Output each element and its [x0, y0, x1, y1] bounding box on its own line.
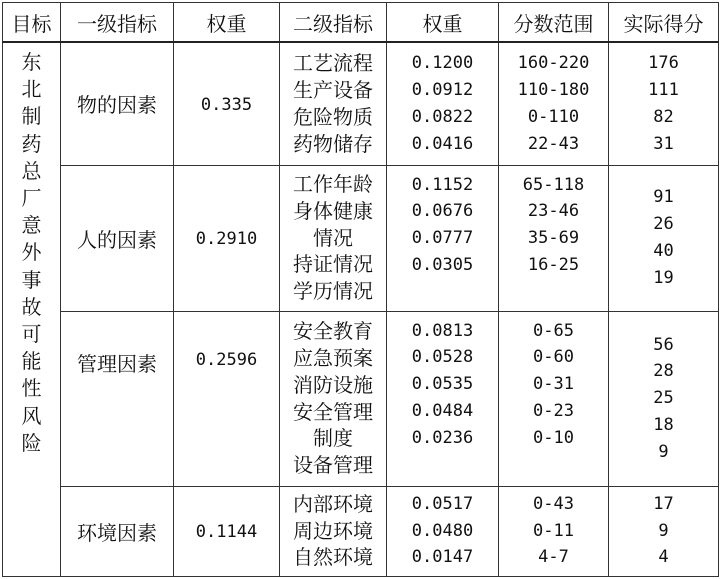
actual-score: 56	[653, 334, 674, 355]
level2-name: 药物储存	[293, 131, 373, 156]
score-range: 65-118	[522, 174, 585, 195]
score-range: 23-46	[527, 201, 580, 222]
goal-char: 意	[21, 213, 42, 238]
goal-char: 药	[21, 131, 42, 156]
level2-name: 情况	[313, 225, 353, 250]
header-goal: 目标	[3, 3, 61, 43]
level1-weight-value: 0.2910	[195, 229, 258, 249]
level2-weights	[387, 486, 499, 576]
level1-label: 环境因素	[77, 520, 157, 545]
level2-weights	[387, 311, 499, 486]
actual-score: 25	[653, 388, 674, 409]
group-row-environment	[3, 486, 719, 576]
level2-name: 自然环境	[293, 545, 373, 570]
score-range: 35-69	[527, 228, 580, 249]
risk-index-table-frame	[2, 2, 718, 577]
goal-char: 总	[21, 158, 42, 183]
level2-weight: 0.0535	[411, 374, 474, 395]
header-score: 实际得分	[609, 3, 719, 43]
score-range: 160-220	[517, 53, 590, 74]
header-level2: 二级指标	[280, 3, 387, 43]
score-ranges	[499, 486, 609, 576]
header-weight2: 权重	[387, 3, 499, 43]
header-row	[3, 3, 719, 43]
actual-score: 4	[658, 547, 669, 568]
actual-score: 26	[653, 214, 674, 235]
level2-names	[280, 311, 387, 486]
level2-weight: 0.0416	[411, 133, 474, 154]
level2-name: 周边环境	[293, 518, 373, 543]
header-weight1: 权重	[174, 3, 280, 43]
level2-name: 安全教育	[293, 319, 373, 344]
level2-name: 安全管理	[293, 399, 373, 424]
level2-weight: 0.0484	[411, 400, 474, 421]
level1-name	[61, 42, 174, 165]
level1-name	[61, 165, 174, 311]
actual-score: 9	[658, 441, 669, 462]
level1-name	[61, 311, 174, 486]
level2-weight: 0.0912	[411, 79, 474, 100]
header-level1: 一级指标	[61, 3, 174, 43]
goal-char: 外	[21, 240, 42, 265]
score-ranges	[499, 42, 609, 165]
goal-char: 制	[21, 104, 42, 129]
level2-name: 学历情况	[293, 279, 373, 304]
level2-name: 工艺流程	[293, 51, 373, 76]
level1-name	[61, 486, 174, 576]
score-range: 0-60	[533, 347, 574, 368]
level2-name: 生产设备	[293, 77, 373, 102]
score-ranges	[499, 311, 609, 486]
score-range: 0-31	[533, 374, 574, 395]
actual-scores	[609, 42, 719, 165]
score-range: 0-11	[533, 520, 574, 541]
actual-score: 31	[653, 133, 674, 154]
score-range: 0-65	[533, 320, 574, 341]
actual-score: 18	[653, 414, 674, 435]
actual-scores	[609, 311, 719, 486]
score-range: 0-23	[533, 400, 574, 421]
goal-char: 险	[21, 430, 42, 455]
actual-scores	[609, 486, 719, 576]
risk-index-table	[2, 2, 719, 577]
actual-scores	[609, 165, 719, 311]
level2-weight: 0.0528	[411, 347, 474, 368]
group-row-physical	[3, 42, 719, 165]
level2-name: 消防设施	[293, 372, 373, 397]
actual-score: 82	[653, 106, 674, 127]
level1-weight-value: 0.2596	[195, 349, 258, 370]
goal-char: 东	[21, 50, 42, 74]
group-row-management	[3, 311, 719, 486]
goal-char: 厂	[21, 186, 42, 211]
score-range: 110-180	[517, 79, 590, 100]
level2-name: 内部环境	[293, 491, 373, 516]
level2-weights	[387, 42, 499, 165]
level2-names	[280, 486, 387, 576]
level1-label: 物的因素	[77, 93, 157, 118]
level2-weight: 0.0517	[411, 493, 474, 514]
goal-char: 事	[21, 267, 42, 292]
level2-weight: 0.0813	[411, 320, 474, 341]
actual-score: 40	[653, 241, 674, 261]
score-range: 22-43	[527, 133, 580, 154]
score-range: 0-43	[533, 493, 574, 514]
level1-label: 人的因素	[77, 227, 157, 252]
level2-names	[280, 42, 387, 165]
level2-name: 持证情况	[293, 252, 373, 277]
actual-score: 17	[653, 493, 674, 514]
score-range: 4-7	[538, 547, 569, 568]
level2-names	[280, 165, 387, 311]
level1-weight	[174, 165, 280, 311]
actual-score: 176	[648, 53, 679, 74]
level2-weight: 0.0147	[411, 547, 474, 568]
score-range: 16-25	[527, 254, 580, 275]
goal-char: 故	[21, 294, 42, 319]
level2-weight: 0.1152	[411, 174, 474, 195]
level2-name: 制度	[313, 426, 353, 451]
goal-char: 风	[21, 403, 42, 428]
score-range: 0-10	[533, 427, 574, 448]
goal-char: 可	[21, 322, 42, 347]
level2-weight: 0.0676	[411, 201, 474, 222]
header-range: 分数范围	[499, 3, 609, 43]
level2-name: 应急预案	[293, 345, 373, 370]
level2-name: 工作年龄	[293, 172, 373, 196]
goal-char: 性	[21, 376, 42, 401]
level2-weight: 0.0305	[411, 254, 474, 275]
level2-weight: 0.0480	[411, 520, 474, 541]
score-range: 0-110	[527, 106, 580, 127]
level2-name: 身体健康	[293, 198, 373, 223]
level2-weight: 0.0777	[411, 228, 474, 249]
level2-weight: 0.1200	[411, 53, 474, 74]
actual-score: 19	[653, 267, 674, 288]
actual-score: 111	[648, 79, 679, 100]
actual-score: 9	[658, 520, 669, 541]
level2-name: 危险物质	[293, 104, 373, 129]
level1-weight	[174, 486, 280, 576]
level2-weights	[387, 165, 499, 311]
level2-weight: 0.0822	[411, 106, 474, 127]
level1-weight-value: 0.335	[200, 94, 253, 115]
level1-weight-value: 0.1144	[195, 522, 258, 542]
goal-char: 北	[21, 77, 42, 102]
level1-weight	[174, 311, 280, 486]
actual-score: 28	[653, 361, 674, 382]
level2-name: 设备管理	[293, 453, 373, 478]
level1-label: 管理因素	[77, 351, 157, 376]
goal-cell	[3, 42, 61, 576]
score-ranges	[499, 165, 609, 311]
level2-weight: 0.0236	[411, 427, 474, 448]
level1-weight	[174, 42, 280, 165]
group-row-human	[3, 165, 719, 311]
actual-score: 91	[653, 187, 674, 208]
goal-char: 能	[21, 349, 42, 374]
